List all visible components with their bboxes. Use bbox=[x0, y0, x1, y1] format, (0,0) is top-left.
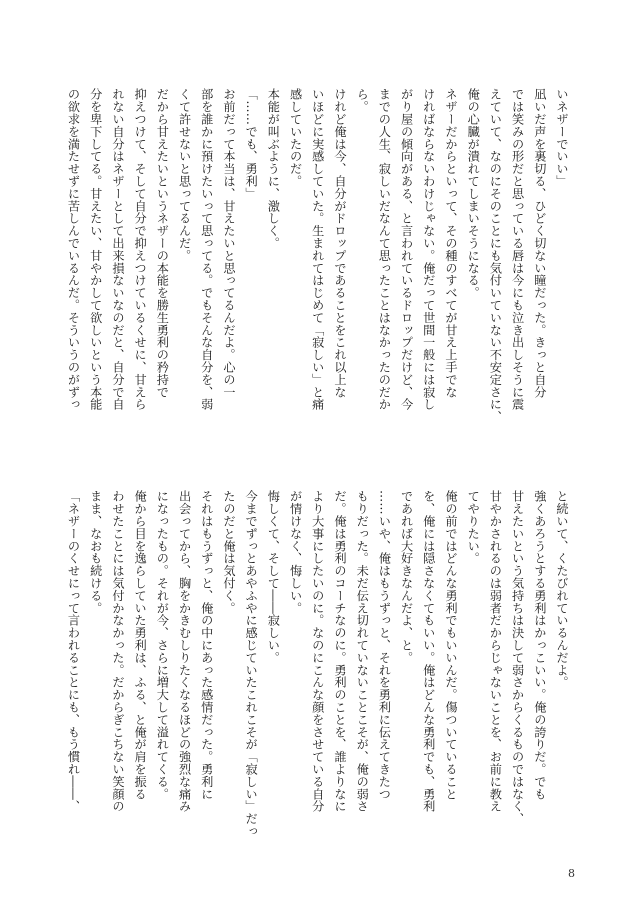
text-line: 悔しくて、そして――寂しい。 bbox=[266, 490, 281, 664]
text-line: 凪いだ声を裏切る、ひどく切ない瞳だった。きっと自分 bbox=[532, 88, 547, 398]
lower-text-block bbox=[66, 490, 573, 852]
text-line: までの人生、寂しいだなんて思ったことはなかったのだか bbox=[377, 88, 392, 411]
text-line: 本能が叫ぶように、激しく。 bbox=[266, 88, 281, 250]
text-line: より大事にしたいのに。なのにこんな顔をさせている自分 bbox=[310, 490, 325, 813]
text-line: ら。 bbox=[355, 88, 370, 113]
text-line: くて許せないと思ってるんだ。 bbox=[177, 88, 192, 262]
text-line: が情けなく、悔しい。 bbox=[288, 490, 303, 614]
text-line: わせたことには気付かなかった。だからぎこちない笑顔の bbox=[110, 490, 125, 813]
text-line: 分を卑下してる。甘えたい、甘やかして欲しいという本能 bbox=[88, 88, 103, 411]
text-line: お前だって本当は、甘えたいと思ってるんだよ。心の一 bbox=[221, 88, 236, 398]
text-line: 「……でも、勇利」 bbox=[244, 88, 259, 200]
text-line: 甘やかされるのは弱者だからじゃないことを、お前に教え bbox=[488, 490, 503, 813]
text-line: それはもうずっと、俺の中にあった感情だった。勇利に bbox=[199, 490, 214, 800]
upper-text-block bbox=[66, 88, 573, 452]
text-line: 抑えつけて、そして自分で抑えつけているくせに、甘えら bbox=[133, 88, 148, 411]
text-line: いほどに実感していた。生まれてはじめて「寂しい」と痛 bbox=[310, 88, 325, 411]
text-line: 俺の心臓が潰れてしまいそうになる。 bbox=[466, 88, 481, 299]
text-line: を、俺には隠さなくてもいい。俺はどんな勇利でも、勇利 bbox=[421, 490, 436, 813]
text-line: ければならないわけじゃない。俺だって世間一般には寂し bbox=[421, 88, 436, 411]
text-line: では笑みの形だと思っている唇は今にも泣き出しそうに震 bbox=[510, 88, 525, 411]
text-line: れない自分はネザーとして出来損ないなのだと、自分で自 bbox=[110, 88, 125, 411]
page-number: 8 bbox=[568, 867, 575, 880]
text-line: の欲求を満たせずに苦しんでいるんだ。そういうのがずっ bbox=[66, 88, 81, 411]
text-line: 出会ってから、胸をかきむしりたくなるほどの強烈な痛み bbox=[177, 490, 192, 813]
text-line: がり屋の傾向がある、と言われているドロップだけど、今 bbox=[399, 88, 414, 411]
text-line: だから甘えたいというネザーの本能を勝生勇利の矜持で bbox=[155, 88, 170, 398]
text-line: ……いや、俺はもうずっと、それを勇利に伝えてきたつ bbox=[377, 490, 392, 800]
text-line: てやりたい。 bbox=[466, 490, 481, 565]
text-line: 強くあろうとする勇利はかっこいい。俺の誇りだ。でも bbox=[532, 490, 547, 800]
text-line: だ。俺は勇利のコーチなのに。勇利のことを、誰よりなに bbox=[332, 490, 347, 813]
text-line: もりだった。未だ伝え切れていないことこそが、俺の弱さ bbox=[355, 490, 370, 813]
text-line: であれば大好きなんだよ、と。 bbox=[399, 490, 414, 664]
text-line: 甘えたいという気持ちは決して弱さからくるものではなく、 bbox=[510, 490, 525, 825]
text-line: まま、なおも続ける。 bbox=[88, 490, 103, 614]
text-line: いネザーでいい」 bbox=[555, 88, 569, 188]
text-line: と続いて、くたびれているんだよ。 bbox=[555, 490, 569, 689]
text-line: 「ネザーのくせにって言われることにも、もう慣れ――、 bbox=[66, 490, 81, 813]
text-line: 感していたのだ。 bbox=[288, 88, 303, 188]
text-line: ネザーだからといって、その種のすべてが甘え上手でな bbox=[443, 88, 458, 398]
text-line: 今までずっとあやふやに感じていたこれこそが「寂しい」だっ bbox=[244, 490, 259, 838]
text-line: えていて、なのにそのことにも気付いていない不安定さに、 bbox=[488, 88, 503, 423]
text-line: になったもの。それが今、さらに増大して溢れてくる。 bbox=[155, 490, 170, 800]
text-line: けれど俺は今、自分がドロップであることをこれ以上な bbox=[332, 88, 347, 398]
text-line: たのだと俺は気付く。 bbox=[221, 490, 236, 614]
text-line: 俺から目を逸らしていた勇利は、ふる、と俺が肩を振る bbox=[133, 490, 148, 800]
text-line: 部を誰かに預けたいって思ってる。でもそんな自分を、弱 bbox=[199, 88, 214, 411]
text-line: 俺の前ではどんな勇利でもいいんだ。傷ついていること bbox=[443, 490, 458, 800]
